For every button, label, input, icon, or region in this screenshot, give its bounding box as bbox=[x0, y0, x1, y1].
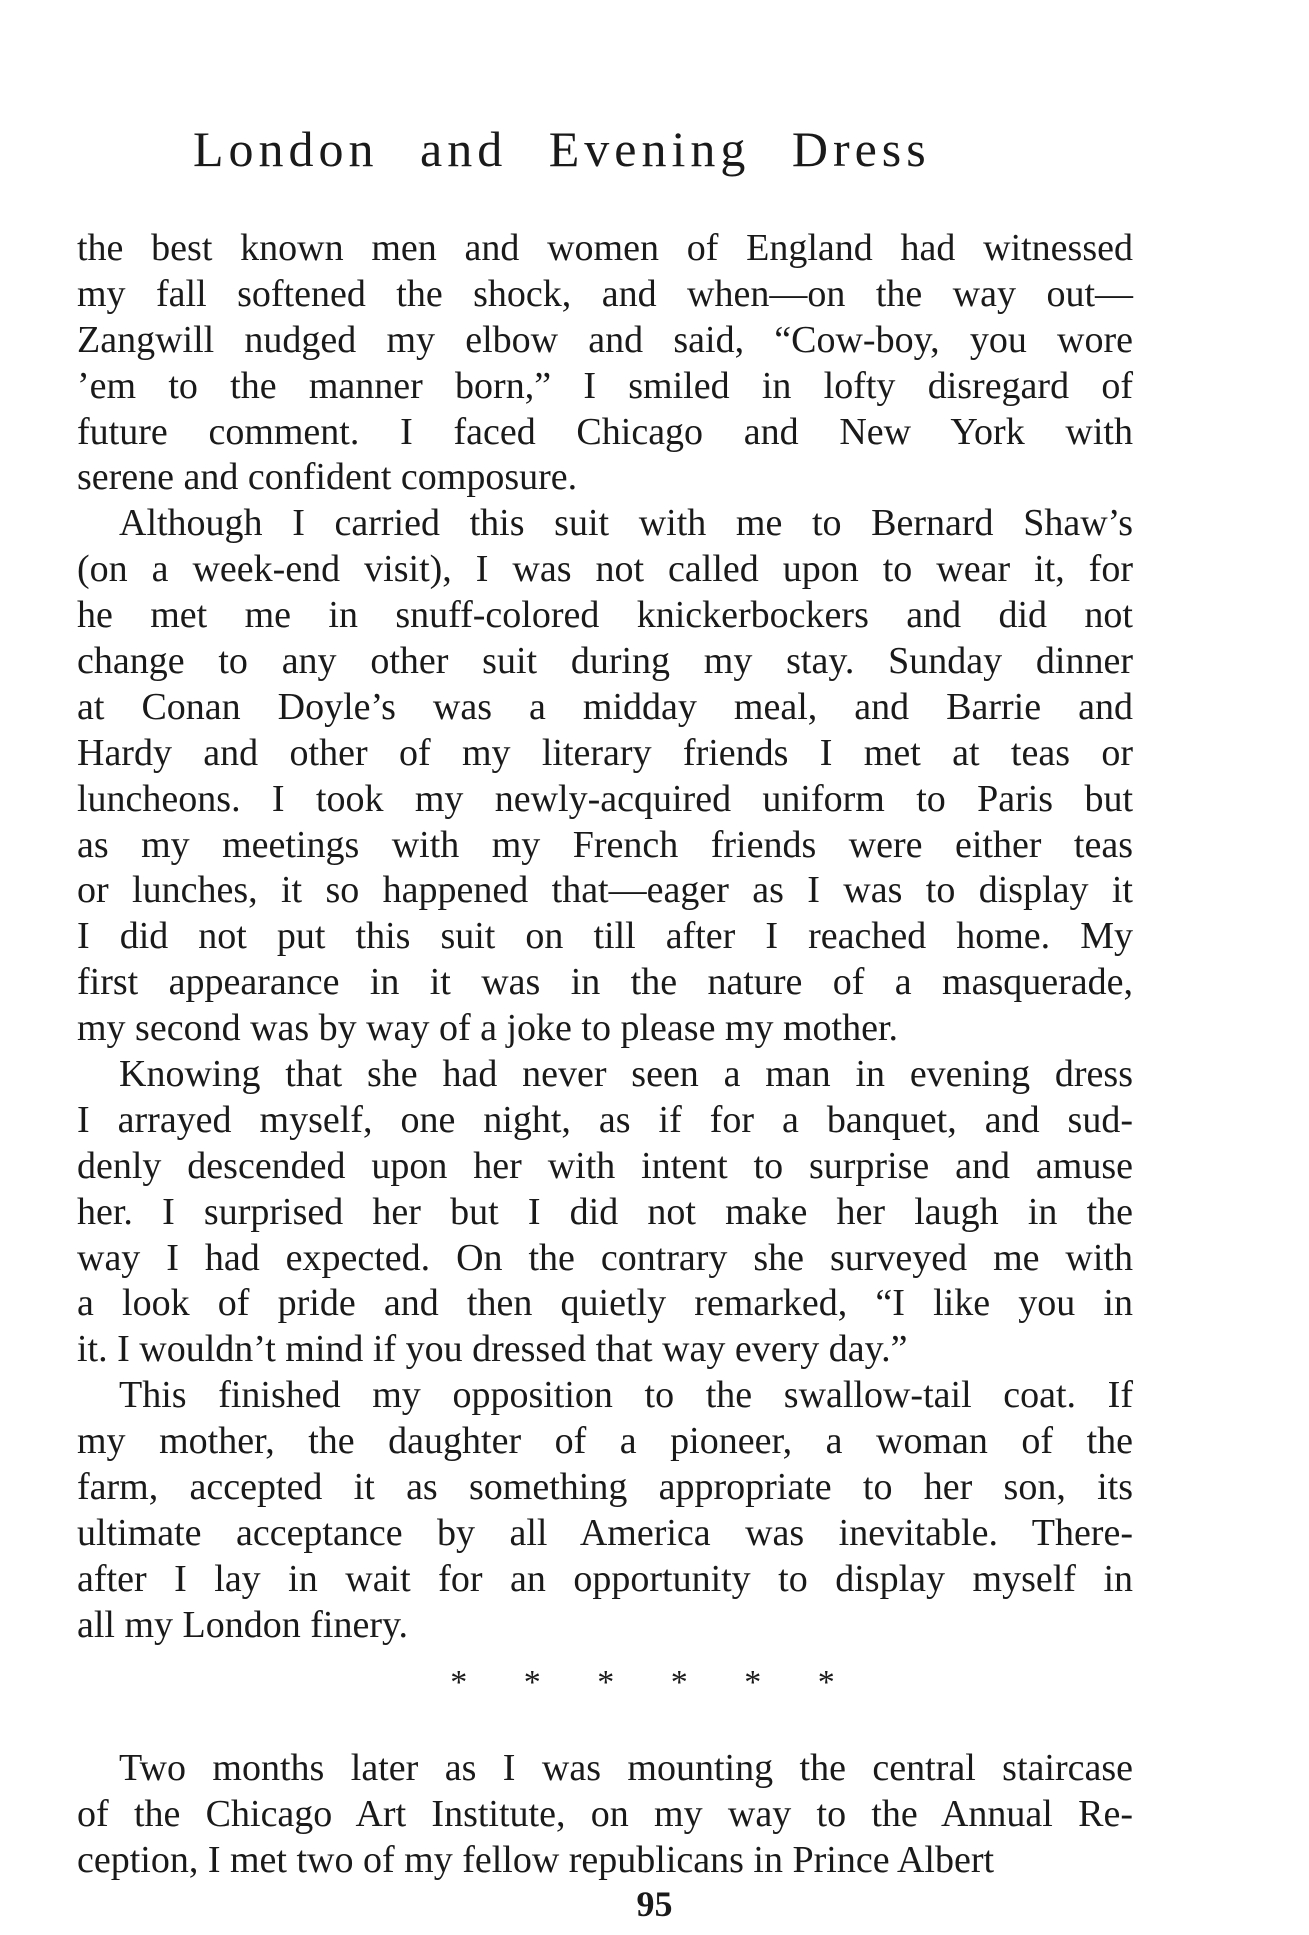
paragraph bbox=[77, 1746, 1133, 1884]
text-line: he met me in snuff-colored knickerbockers and did not bbox=[77, 594, 1133, 637]
section-break: * * * * * * bbox=[450, 1664, 859, 1701]
text-line: a look of pride and then quietly remarked, “I like you in bbox=[77, 1282, 1133, 1325]
text-line: change to any other suit during my stay. Sunday dinner bbox=[77, 640, 1133, 683]
text-line: her. I surprised her but I did not make her laugh in the bbox=[77, 1190, 1133, 1233]
text-line: the best known men and women of England had witnessed bbox=[77, 227, 1133, 269]
text-line: at Conan Doyle’s was a midday meal, and Barrie and bbox=[77, 685, 1133, 728]
text-line: my second was by way of a joke to please my mother. bbox=[77, 1007, 899, 1050]
text-line: ultimate acceptance by all America was inevitable. There- bbox=[77, 1511, 1133, 1554]
text-line: denly descended upon her with intent to surprise and amuse bbox=[77, 1144, 1133, 1187]
text-line: after I lay in wait for an opportunity to display myself in bbox=[77, 1557, 1133, 1600]
text-line: ception, I met two of my fellow republicans in Prince Albert bbox=[77, 1838, 995, 1881]
text-line: I arrayed myself, one night, as if for a banquet, and sud- bbox=[77, 1098, 1133, 1141]
text-line: Knowing that she had never seen a man in evening dress bbox=[119, 1053, 1133, 1096]
page-number: 95 bbox=[636, 1884, 673, 1924]
text-line: of the Chicago Art Institute, on my way to the Annual Re- bbox=[77, 1792, 1133, 1835]
body-text-after-break bbox=[77, 1746, 1133, 1884]
paragraph bbox=[77, 1052, 1133, 1373]
text-line: Hardy and other of my literary friends I met at teas or bbox=[77, 731, 1133, 774]
text-line: Two months later as I was mounting the central staircase bbox=[119, 1747, 1133, 1789]
text-line: first appearance in it was in the nature of a masquerade, bbox=[77, 961, 1133, 1004]
text-line: future comment. I faced Chicago and New York with bbox=[77, 410, 1133, 453]
text-line: as my meetings with my French friends were either teas bbox=[77, 823, 1133, 866]
text-line: my mother, the daughter of a pioneer, a woman of the bbox=[77, 1420, 1133, 1463]
text-line: I did not put this suit on till after I reached home. My bbox=[77, 915, 1133, 958]
text-line: ’em to the manner born,” I smiled in lofty disregard of bbox=[77, 364, 1133, 407]
text-line: Zangwill nudged my elbow and said, “Cow-boy, you wore bbox=[77, 318, 1133, 361]
text-line: serene and confident composure. bbox=[77, 456, 578, 499]
body-text bbox=[77, 226, 1133, 1649]
text-line: way I had expected. On the contrary she surveyed me with bbox=[77, 1236, 1133, 1279]
paragraph bbox=[77, 226, 1133, 501]
running-head: London and Evening Dress bbox=[193, 121, 931, 177]
text-line: (on a week-end visit), I was not called upon to wear it, for bbox=[77, 548, 1133, 591]
text-line: Although I carried this suit with me to Bernard Shaw’s bbox=[119, 502, 1133, 545]
paragraph bbox=[77, 1373, 1133, 1648]
text-line: all my London finery. bbox=[77, 1603, 409, 1646]
text-line: or lunches, it so happened that—eager as I was to display it bbox=[77, 869, 1133, 912]
text-line: my fall softened the shock, and when—on the way out— bbox=[77, 272, 1133, 315]
text-line: luncheons. I took my newly-acquired uniform to Paris but bbox=[77, 777, 1133, 820]
text-line: farm, accepted it as something appropriate to her son, its bbox=[77, 1466, 1133, 1509]
paragraph bbox=[77, 501, 1133, 1052]
text-line: it. I wouldn’t mind if you dressed that way every day.” bbox=[77, 1328, 908, 1371]
text-line: This finished my opposition to the swallow-tail coat. If bbox=[119, 1374, 1133, 1417]
